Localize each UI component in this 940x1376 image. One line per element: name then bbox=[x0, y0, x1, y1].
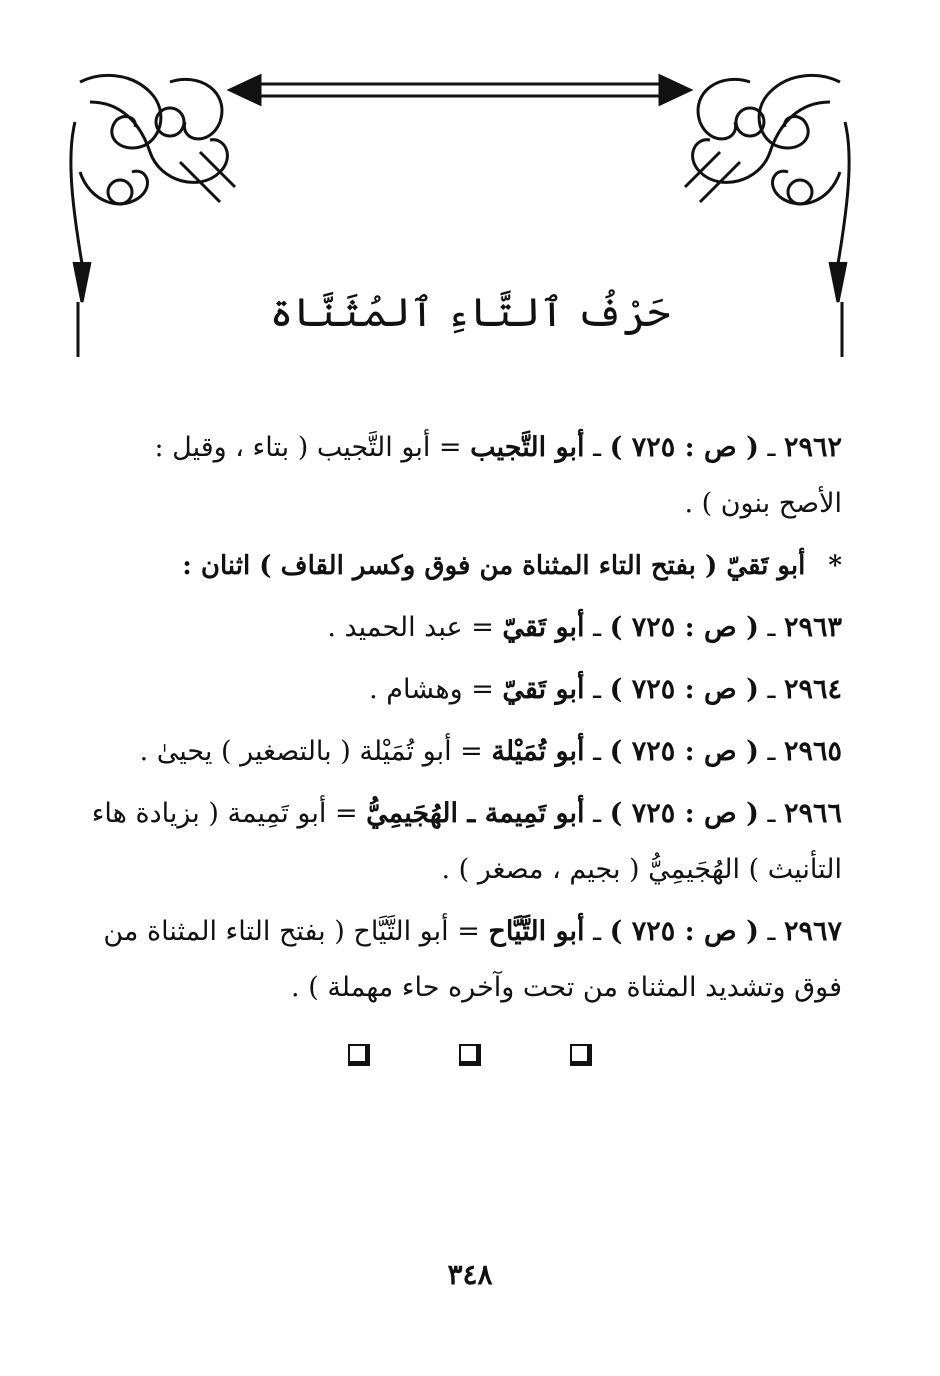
entry-number: ٢٩٦٢ bbox=[783, 432, 842, 463]
entry-name: أبو تَقيّ bbox=[502, 674, 585, 705]
entry-text: = أبو تُمَيْلة ( بالتصغير ) يحيىٰ . bbox=[139, 736, 483, 767]
entry-continuation: التأنيث ) الهُجَيمِيُّ ( بجيم ، مصغر ) . bbox=[441, 854, 842, 885]
entry-number: ٢٩٦٦ bbox=[783, 798, 842, 829]
square-ornament bbox=[348, 1044, 370, 1066]
entry-2962 bbox=[82, 420, 842, 532]
section-heading-text: أبو تَقيّ ( بفتح التاء المثناة من فوق وكسر القاف ) اثنان : bbox=[182, 551, 806, 581]
entry-2964 bbox=[82, 662, 842, 718]
section-heading bbox=[82, 538, 842, 594]
entry-name: أبو تُمَيْلة bbox=[491, 736, 585, 767]
separator: ـ bbox=[593, 916, 601, 947]
entry-reference: ( ص : ٧٢٥ ) bbox=[609, 432, 759, 463]
square-ornament bbox=[459, 1044, 481, 1066]
entry-number: ٢٩٦٥ bbox=[783, 736, 842, 767]
entry-name: أبو التَّجيب bbox=[470, 432, 585, 463]
section-marker: * bbox=[828, 551, 842, 581]
entry-text: = عبد الحميد . bbox=[327, 612, 494, 643]
entry-text: = أبو تَمِيمة ( بزيادة هاء bbox=[91, 798, 358, 829]
entry-reference: ( ص : ٧٢٥ ) bbox=[609, 612, 759, 643]
entry-number: ٢٩٦٧ bbox=[783, 916, 842, 947]
entry-2967 bbox=[82, 904, 842, 1016]
entry-reference: ( ص : ٧٢٥ ) bbox=[609, 674, 759, 705]
entry-reference: ( ص : ٧٢٥ ) bbox=[609, 916, 759, 947]
entry-2965 bbox=[82, 724, 842, 780]
entry-reference: ( ص : ٧٢٥ ) bbox=[609, 736, 759, 767]
entry-continuation: فوق وتشديد المثناة من تحت وآخره حاء مهملة ) . bbox=[291, 972, 842, 1003]
entry-text: = أبو التَّجيب ( بتاء ، وقيل : bbox=[154, 432, 462, 463]
chapter-title: حَرْفُ ٱلتَّاءِ ٱلمُثَنَّاة bbox=[269, 290, 671, 336]
entry-2963 bbox=[82, 600, 842, 656]
entry-name: أبو تَقيّ bbox=[502, 612, 585, 643]
entries-list bbox=[82, 420, 842, 1022]
separator: ـ bbox=[593, 736, 601, 767]
separator: ـ bbox=[767, 674, 776, 705]
entry-continuation: الأصح بنون ) . bbox=[684, 488, 842, 519]
entry-reference: ( ص : ٧٢٥ ) bbox=[609, 798, 759, 829]
entry-number: ٢٩٦٣ bbox=[783, 612, 842, 643]
separator: ـ bbox=[767, 798, 776, 829]
entry-text: = أبو التَّيَّاح ( بفتح التاء المثناة من bbox=[103, 916, 480, 947]
separator: ـ bbox=[593, 432, 601, 463]
entry-number: ٢٩٦٤ bbox=[783, 674, 842, 705]
square-ornament bbox=[570, 1044, 592, 1066]
entry-name: أبو التَّيَّاح bbox=[488, 916, 585, 947]
separator: ـ bbox=[767, 736, 776, 767]
entry-name: أبو تَمِيمة ـ الهُجَيمِيُّ bbox=[366, 798, 585, 829]
page-number: ٣٤٨ bbox=[447, 1258, 493, 1291]
separator: ـ bbox=[593, 612, 601, 643]
end-ornament bbox=[0, 1044, 940, 1070]
entry-text: = وهشام . bbox=[369, 674, 494, 705]
separator: ـ bbox=[767, 432, 776, 463]
separator: ـ bbox=[593, 674, 601, 705]
separator: ـ bbox=[593, 798, 601, 829]
separator: ـ bbox=[767, 612, 776, 643]
separator: ـ bbox=[767, 916, 776, 947]
entry-2966 bbox=[82, 786, 842, 898]
